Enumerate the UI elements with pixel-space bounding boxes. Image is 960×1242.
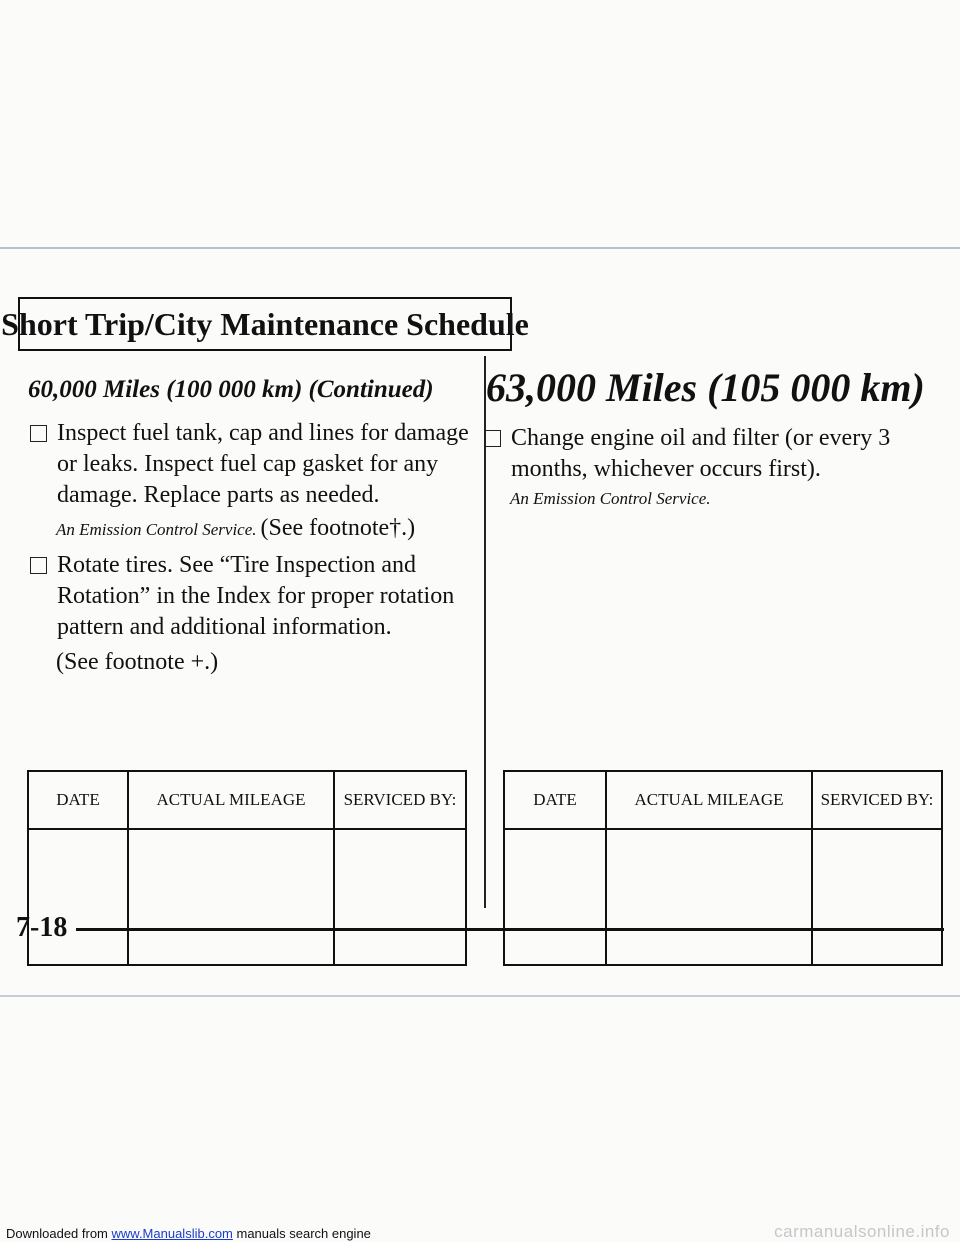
emission-note: An Emission Control Service. xyxy=(56,520,257,539)
col-header-serviced-by: SERVICED BY: xyxy=(812,771,942,829)
mileage-cell[interactable] xyxy=(128,829,334,965)
bottom-scan-rule xyxy=(0,995,960,997)
col-header-date: DATE xyxy=(28,771,128,829)
checkbox-icon[interactable] xyxy=(30,425,47,442)
table-row xyxy=(504,829,942,965)
footnote-ref: (See footnote†.) xyxy=(260,515,416,541)
footer-suffix: manuals search engine xyxy=(232,1226,371,1241)
table-row xyxy=(28,829,466,965)
section-title-box xyxy=(1,297,529,351)
left-column xyxy=(28,376,478,684)
footer-prefix: Downloaded from xyxy=(6,1226,112,1241)
col-header-serviced-by: SERVICED BY: xyxy=(334,771,466,829)
checklist-item-fuel-tank xyxy=(28,418,478,511)
right-heading: 63,000 Miles (105 000 km) xyxy=(486,365,925,410)
section-title: Short Trip/City Maintenance Schedule xyxy=(1,305,529,342)
emission-note: An Emission Control Service. xyxy=(510,489,711,508)
item-text: Inspect fuel tank, cap and lines for damage or leaks. Inspect fuel cap gasket for any damage. Replace parts as needed. xyxy=(57,420,469,508)
left-heading: 60,000 Miles (100 000 km) (Continued) xyxy=(28,376,434,403)
page-number-rule xyxy=(76,928,944,931)
serviced-by-cell[interactable] xyxy=(334,829,466,965)
item-text: Rotate tires. See “Tire Inspection and Rotation” in the Index for proper rotation pattern and additional information. xyxy=(57,552,455,640)
checklist-item-rotate-tires xyxy=(28,550,478,643)
col-header-date: DATE xyxy=(504,771,606,829)
download-footer xyxy=(6,1226,371,1241)
col-header-mileage: ACTUAL MILEAGE xyxy=(128,771,334,829)
watermark: carmanualsonline.info xyxy=(774,1222,950,1241)
date-cell[interactable] xyxy=(28,829,128,965)
item-text: Change engine oil and filter (or every 3 months, whichever occurs first). xyxy=(511,425,891,482)
checklist-item-oil-change xyxy=(482,423,932,485)
checkbox-icon[interactable] xyxy=(484,430,501,447)
footnote-ref: (See footnote +.) xyxy=(56,649,219,675)
emission-note-line xyxy=(56,515,478,542)
service-log-table-right xyxy=(503,770,943,966)
top-scan-rule xyxy=(0,247,960,249)
serviced-by-cell[interactable] xyxy=(812,829,942,965)
mileage-cell[interactable] xyxy=(606,829,812,965)
date-cell[interactable] xyxy=(504,829,606,965)
manualslib-link[interactable]: www.Manualslib.com xyxy=(111,1226,233,1241)
right-column xyxy=(482,365,932,509)
page-number: 7-18 xyxy=(16,912,68,943)
checkbox-icon[interactable] xyxy=(30,557,47,574)
service-log-table-left xyxy=(27,770,467,966)
col-header-mileage: ACTUAL MILEAGE xyxy=(606,771,812,829)
